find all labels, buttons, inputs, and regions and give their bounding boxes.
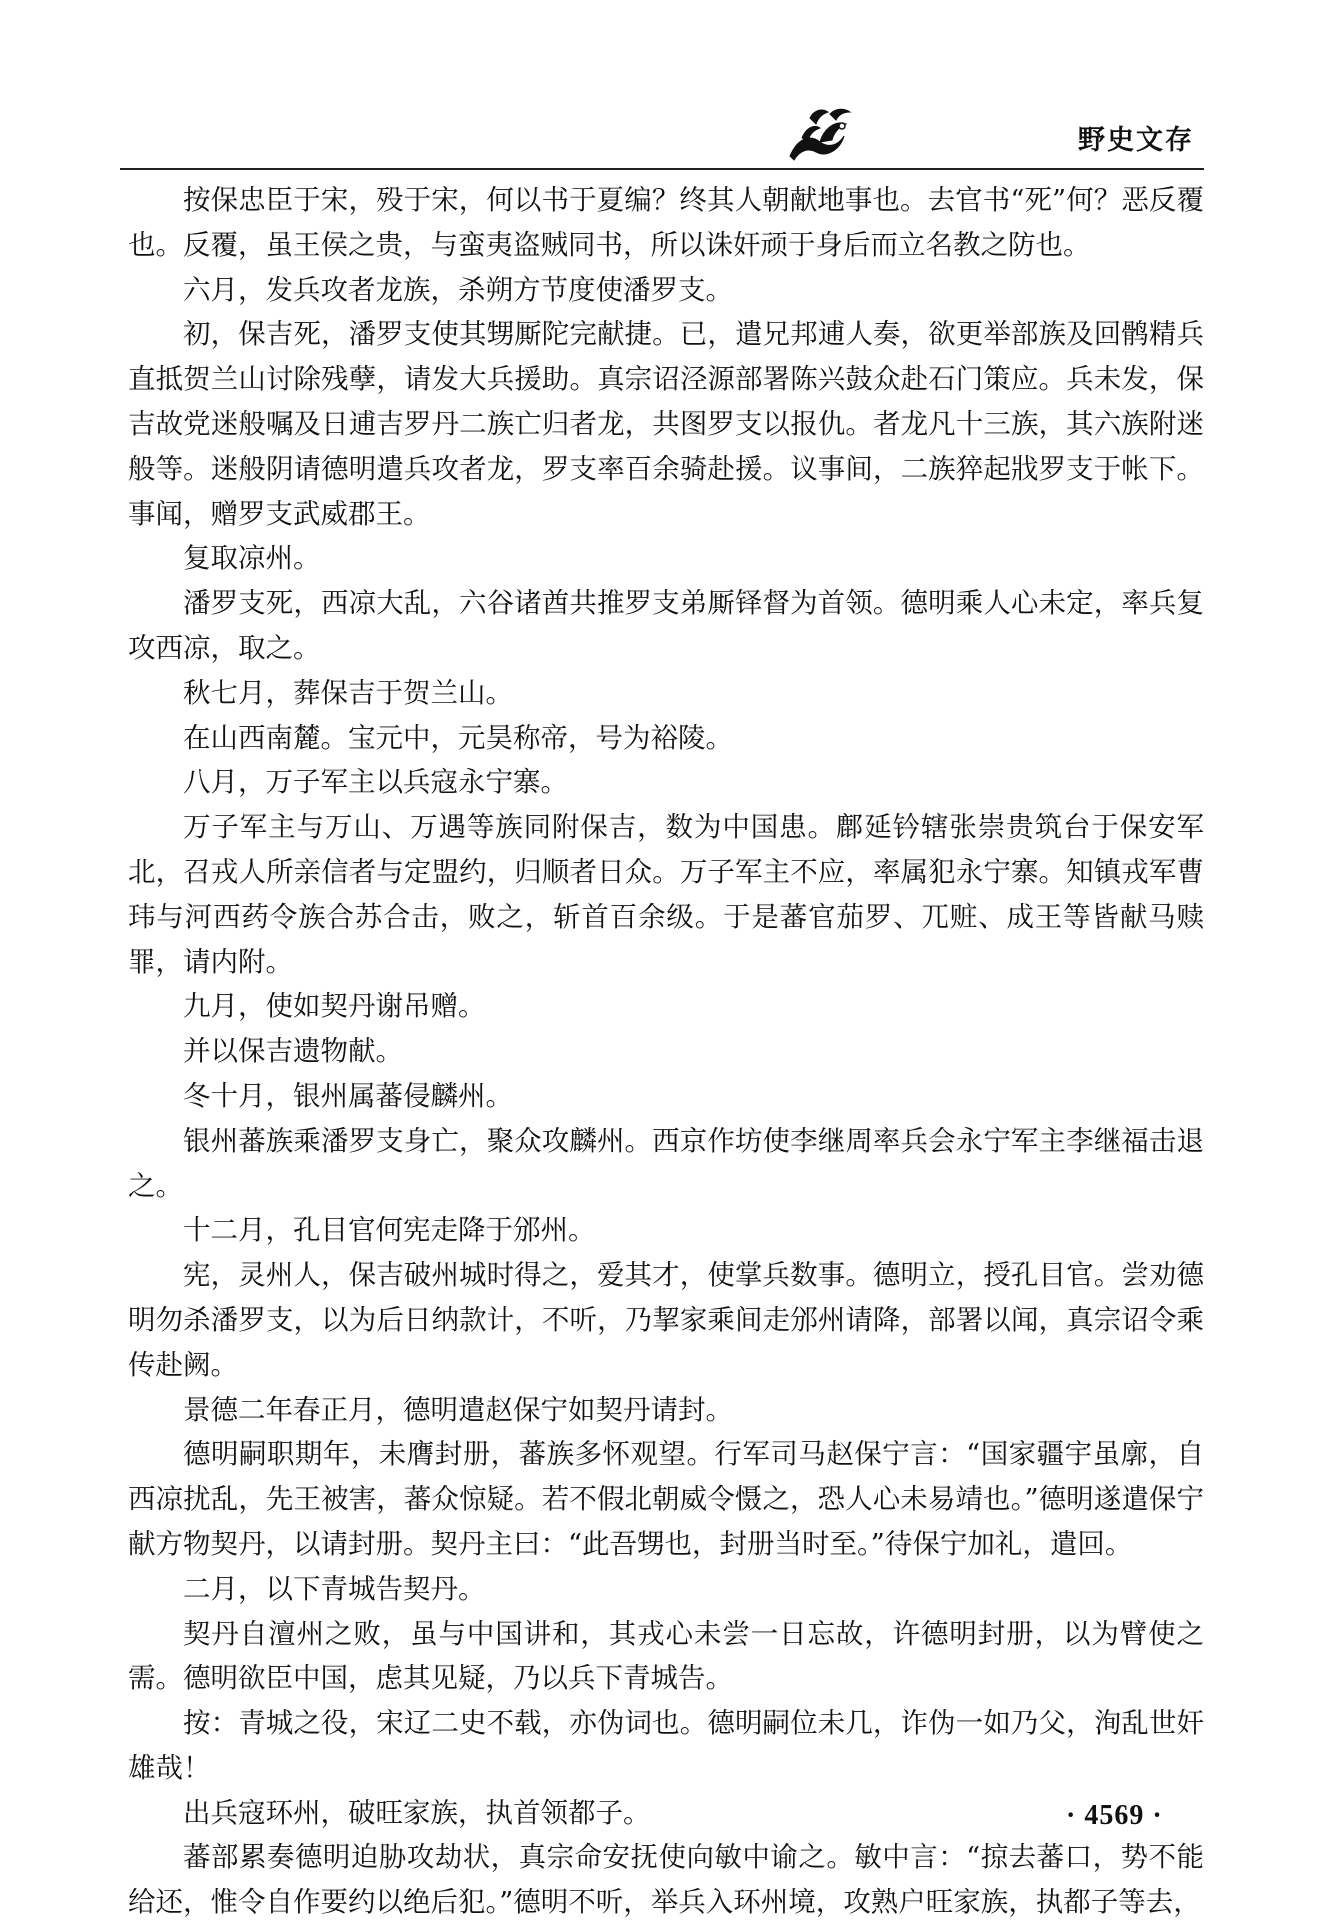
paragraph: 十二月，孔目官何宪走降于邠州。 <box>183 1214 596 1247</box>
header-rule <box>120 168 1204 170</box>
paragraph: 八月，万子军主以兵寇永宁寨。 <box>183 766 568 799</box>
paragraph: 万子军主与万山、万遇等族同附保吉，数为中国患。鄜延钤辖张崇贵筑台于保安军北，召戎人所亲信者与定盟约，归顺者日众。万子军主不应，率属犯永宁寨。知镇戎军曹玮与河西药令族合苏合击，败之，斩首百余级。于是蕃官茄罗、兀赃、成王等皆献马赎罪，请内附。 <box>128 811 1204 978</box>
running-head-title: 野史文存 <box>1078 125 1194 156</box>
paragraph: 德明嗣职期年，未膺封册，蕃族多怀观望。行军司马赵保宁言：“国家疆宇虽廓，自西凉扰乱，先王被害，蕃众惊疑。若不假北朝威令慑之，恐人心未易靖也。”德明遂遣保宁献方物契丹，以请封册。契丹主曰：“此吾甥也，封册当时至。”待保宁加礼，遣回。 <box>128 1438 1204 1560</box>
paragraph: 在山西南麓。宝元中，元昊称帝，号为裕陵。 <box>183 721 733 754</box>
paragraph: 冬十月，银州属蕃侵麟州。 <box>183 1079 513 1112</box>
dragon-emblem-icon <box>780 98 860 168</box>
paragraph: 按保忠臣于宋，殁于宋，何以书于夏编？终其人朝献地事也。去官书“死”何？恶反覆也。反覆，虽王侯之贵，与蛮夷盗贼同书，所以诛奸顽于身后而立名教之防也。 <box>128 184 1204 261</box>
paragraph: 六月，发兵攻者龙族，杀朔方节度使潘罗支。 <box>183 273 733 306</box>
paragraph: 九月，使如契丹谢吊赠。 <box>183 990 486 1023</box>
paragraph: 并以保吉遗物献。 <box>183 1035 403 1068</box>
paragraph: 秋七月，葬保吉于贺兰山。 <box>183 676 513 709</box>
paragraph: 银州蕃族乘潘罗支身亡，聚众攻麟州。西京作坊使李继周率兵会永宁军主李继福击退之。 <box>128 1124 1204 1202</box>
paragraph: 蕃部累奏德明迫胁攻劫状，真宗命安抚使向敏中谕之。敏中言：“掠去蕃口，势不能给还，惟令自作要约以绝后犯。”德明不听，举兵入环州境，攻熟户旺家族，执都子等去， <box>128 1841 1204 1919</box>
paragraph: 按：青城之役，宋辽二史不载，亦伪词也。德明嗣位未几，诈伪一如乃父，洵乱世奸雄哉！ <box>128 1707 1204 1784</box>
paragraph: 潘罗支死，西凉大乱，六谷诸酋共推罗支弟厮铎督为首领。德明乘人心未定，率兵复攻西凉，取之。 <box>128 587 1204 664</box>
paragraph: 出兵寇环州，破旺家族，执首领都子。 <box>183 1796 651 1829</box>
paragraph: 契丹自澶州之败，虽与中国讲和，其戎心未尝一日忘故，许德明封册，以为臂使之需。德明欲臣中国，虑其见疑，乃以兵下青城告。 <box>128 1617 1204 1695</box>
paragraph: 宪，灵州人，保吉破州城时得之，爱其才，使掌兵数事。德明立，授孔目官。尝劝德明勿杀潘罗支，以为后日纳款计，不听，乃挈家乘间走邠州请降，部署以闻，真宗诏令乘传赴阙。 <box>128 1259 1204 1381</box>
paragraph: 初，保吉死，潘罗支使其甥厮陀完献捷。已，遣兄邦逋人奏，欲更举部族及回鹘精兵直抵贺兰山讨除残孽，请发大兵援助。真宗诏泾源部署陈兴鼓众赴石门策应。兵未发，保吉故党迷般嘱及日逋吉罗丹二族亡归者龙，共图罗支以报仇。者龙凡十三族，其六族附迷般等。迷般阴请德明遣兵攻者龙，罗支率百余骑赴援。议事间，二族猝起戕罗支于帐下。事闻，赠罗支武威郡王。 <box>128 318 1204 530</box>
page-header <box>0 0 1322 175</box>
paragraph: 复取凉州。 <box>183 542 321 575</box>
paragraph: 二月，以下青城告契丹。 <box>183 1572 486 1605</box>
body-text <box>128 178 1204 1925</box>
page-number: · 4569 · <box>1066 1800 1163 1831</box>
paragraph: 景德二年春正月，德明遣赵保宁如契丹请封。 <box>183 1393 733 1426</box>
